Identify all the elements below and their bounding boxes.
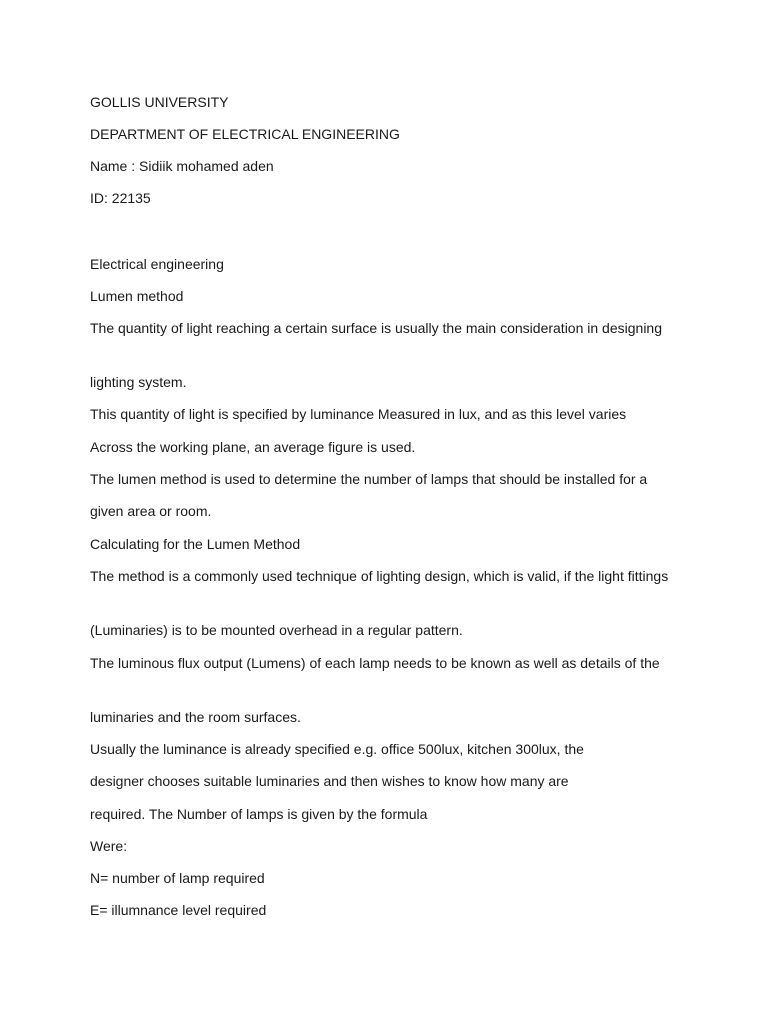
paragraph: lighting system. [90,374,187,390]
topic-title: Lumen method [90,288,184,304]
paragraph: Usually the luminance is already specified e.g. office 500lux, kitchen 300lux, the [90,741,584,757]
student-id: ID: 22135 [90,190,151,206]
subject-title: Electrical engineering [90,256,224,272]
section-heading: Calculating for the Lumen Method [90,536,301,552]
paragraph: This quantity of light is specified by luminance Measured in lux, and as this level varies [90,406,627,422]
definition-line: E= illumnance level required [90,902,267,918]
paragraph: The lumen method is used to determine the number of lamps that should be installed for a [90,471,648,487]
paragraph: given area or room. [90,503,212,519]
university-heading: GOLLIS UNIVERSITY [90,94,229,110]
paragraph: required. The Number of lamps is given by the formula [90,806,428,822]
paragraph: Were: [90,838,128,854]
student-name: Name : Sidiik mohamed aden [90,158,274,174]
department-heading: DEPARTMENT OF ELECTRICAL ENGINEERING [90,126,400,142]
paragraph: luminaries and the room surfaces. [90,709,301,725]
paragraph: Across the working plane, an average figure is used. [90,439,416,455]
definition-line: N= number of lamp required [90,870,265,886]
paragraph: The luminous flux output (Lumens) of each lamp needs to be known as well as details of the [90,655,660,671]
paragraph: The method is a commonly used technique of lighting design, which is valid, if the light fittings [90,568,669,584]
paragraph: (Luminaries) is to be mounted overhead in a regular pattern. [90,622,463,638]
paragraph: The quantity of light reaching a certain surface is usually the main consideration in designing [90,320,662,336]
paragraph: designer chooses suitable luminaries and then wishes to know how many are [90,773,569,789]
